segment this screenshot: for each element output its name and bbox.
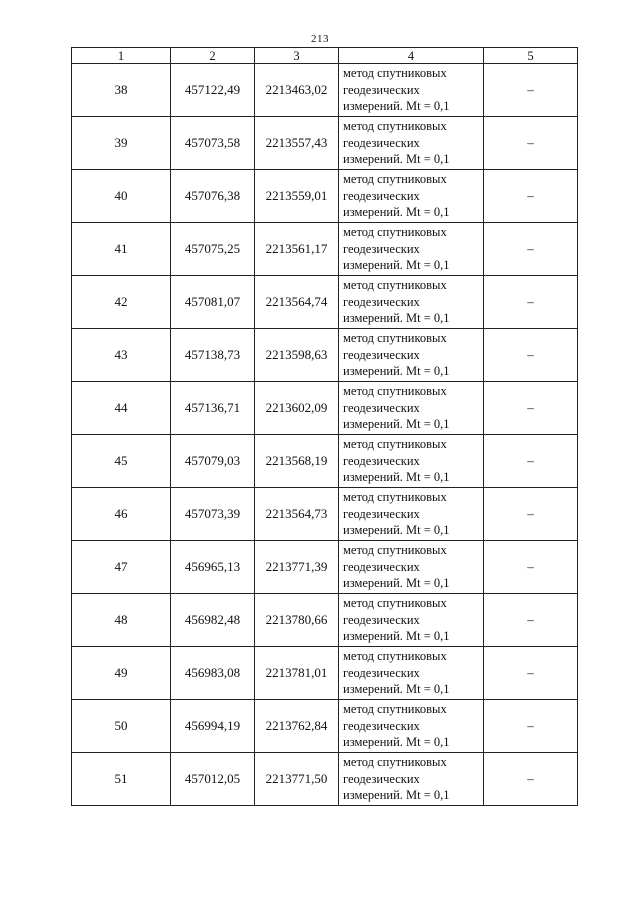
x-coordinate-cell: 457076,38: [171, 170, 255, 223]
table-row: [72, 753, 578, 806]
method-line: измерений. Mt = 0,1: [343, 152, 450, 167]
column-header: 2: [171, 48, 255, 64]
point-number-cell: 46: [72, 488, 171, 541]
note-cell: –: [484, 382, 578, 435]
note-cell: –: [484, 170, 578, 223]
method-cell: [339, 488, 484, 541]
method-line: геодезических: [343, 559, 420, 574]
point-number-cell: 41: [72, 223, 171, 276]
method-line: геодезических: [343, 665, 420, 680]
table-row: [72, 170, 578, 223]
method-line: метод спутниковых: [343, 437, 447, 452]
method-line: метод спутниковых: [343, 649, 447, 664]
method-line: метод спутниковых: [343, 490, 447, 505]
method-line: метод спутниковых: [343, 384, 447, 399]
method-line: измерений. Mt = 0,1: [343, 99, 450, 114]
method-cell: [339, 117, 484, 170]
method-line: метод спутниковых: [343, 66, 447, 81]
method-cell: [339, 700, 484, 753]
y-coordinate-cell: 2213781,01: [255, 647, 339, 700]
method-line: измерений. Mt = 0,1: [343, 364, 450, 379]
y-coordinate-cell: 2213771,39: [255, 541, 339, 594]
y-coordinate-cell: 2213463,02: [255, 64, 339, 117]
x-coordinate-cell: 457012,05: [171, 753, 255, 806]
x-coordinate-cell: 456994,19: [171, 700, 255, 753]
method-line: геодезических: [343, 506, 420, 521]
page-number: 213: [311, 33, 329, 45]
column-header: 3: [255, 48, 339, 64]
y-coordinate-cell: 2213564,73: [255, 488, 339, 541]
point-number-cell: 45: [72, 435, 171, 488]
coordinates-table: [71, 47, 578, 806]
header-row: [72, 48, 578, 64]
x-coordinate-cell: 457073,39: [171, 488, 255, 541]
point-number-cell: 44: [72, 382, 171, 435]
method-line: метод спутниковых: [343, 331, 447, 346]
note-cell: –: [484, 329, 578, 382]
x-coordinate-cell: 456965,13: [171, 541, 255, 594]
table-row: [72, 700, 578, 753]
point-number-cell: 48: [72, 594, 171, 647]
table-row: [72, 541, 578, 594]
note-cell: –: [484, 700, 578, 753]
point-number-cell: 39: [72, 117, 171, 170]
note-cell: –: [484, 117, 578, 170]
method-line: измерений. Mt = 0,1: [343, 523, 450, 538]
point-number-cell: 43: [72, 329, 171, 382]
method-line: метод спутниковых: [343, 702, 447, 717]
x-coordinate-cell: 457079,03: [171, 435, 255, 488]
method-cell: [339, 753, 484, 806]
point-number-cell: 49: [72, 647, 171, 700]
method-cell: [339, 382, 484, 435]
note-cell: –: [484, 488, 578, 541]
note-cell: –: [484, 647, 578, 700]
note-cell: –: [484, 64, 578, 117]
x-coordinate-cell: 457073,58: [171, 117, 255, 170]
method-cell: [339, 647, 484, 700]
x-coordinate-cell: 457136,71: [171, 382, 255, 435]
y-coordinate-cell: 2213568,19: [255, 435, 339, 488]
note-cell: –: [484, 753, 578, 806]
method-line: метод спутниковых: [343, 596, 447, 611]
column-header: 5: [484, 48, 578, 64]
column-header: 1: [72, 48, 171, 64]
table-row: [72, 329, 578, 382]
table-row: [72, 435, 578, 488]
y-coordinate-cell: 2213561,17: [255, 223, 339, 276]
x-coordinate-cell: 457122,49: [171, 64, 255, 117]
method-cell: [339, 541, 484, 594]
x-coordinate-cell: 457081,07: [171, 276, 255, 329]
table-row: [72, 223, 578, 276]
method-line: геодезических: [343, 612, 420, 627]
method-line: метод спутниковых: [343, 172, 447, 187]
method-line: измерений. Mt = 0,1: [343, 258, 450, 273]
x-coordinate-cell: 457075,25: [171, 223, 255, 276]
method-line: измерений. Mt = 0,1: [343, 417, 450, 432]
y-coordinate-cell: 2213762,84: [255, 700, 339, 753]
point-number-cell: 42: [72, 276, 171, 329]
method-line: измерений. Mt = 0,1: [343, 788, 450, 803]
method-cell: [339, 170, 484, 223]
table-row: [72, 64, 578, 117]
method-line: геодезических: [343, 453, 420, 468]
method-line: измерений. Mt = 0,1: [343, 682, 450, 697]
note-cell: –: [484, 594, 578, 647]
y-coordinate-cell: 2213771,50: [255, 753, 339, 806]
table-row: [72, 488, 578, 541]
method-line: измерений. Mt = 0,1: [343, 470, 450, 485]
note-cell: –: [484, 435, 578, 488]
method-line: измерений. Mt = 0,1: [343, 735, 450, 750]
method-line: геодезических: [343, 400, 420, 415]
method-line: метод спутниковых: [343, 119, 447, 134]
method-cell: [339, 276, 484, 329]
y-coordinate-cell: 2213559,01: [255, 170, 339, 223]
method-line: метод спутниковых: [343, 543, 447, 558]
method-line: геодезических: [343, 188, 420, 203]
point-number-cell: 40: [72, 170, 171, 223]
table-row: [72, 117, 578, 170]
method-line: метод спутниковых: [343, 755, 447, 770]
method-line: геодезических: [343, 135, 420, 150]
method-line: геодезических: [343, 241, 420, 256]
method-line: измерений. Mt = 0,1: [343, 576, 450, 591]
table-row: [72, 382, 578, 435]
method-line: измерений. Mt = 0,1: [343, 205, 450, 220]
y-coordinate-cell: 2213557,43: [255, 117, 339, 170]
column-header: 4: [339, 48, 484, 64]
method-line: геодезических: [343, 771, 420, 786]
table-row: [72, 594, 578, 647]
note-cell: –: [484, 223, 578, 276]
point-number-cell: 38: [72, 64, 171, 117]
point-number-cell: 51: [72, 753, 171, 806]
point-number-cell: 50: [72, 700, 171, 753]
y-coordinate-cell: 2213598,63: [255, 329, 339, 382]
y-coordinate-cell: 2213780,66: [255, 594, 339, 647]
method-line: геодезических: [343, 347, 420, 362]
note-cell: –: [484, 276, 578, 329]
y-coordinate-cell: 2213564,74: [255, 276, 339, 329]
method-cell: [339, 223, 484, 276]
point-number-cell: 47: [72, 541, 171, 594]
method-cell: [339, 435, 484, 488]
table-body: [72, 64, 578, 806]
method-line: геодезических: [343, 718, 420, 733]
note-cell: –: [484, 541, 578, 594]
method-line: метод спутниковых: [343, 278, 447, 293]
method-cell: [339, 594, 484, 647]
x-coordinate-cell: 457138,73: [171, 329, 255, 382]
method-line: геодезических: [343, 294, 420, 309]
method-line: измерений. Mt = 0,1: [343, 311, 450, 326]
table-row: [72, 647, 578, 700]
method-cell: [339, 64, 484, 117]
method-cell: [339, 329, 484, 382]
table-row: [72, 276, 578, 329]
x-coordinate-cell: 456983,08: [171, 647, 255, 700]
method-line: геодезических: [343, 82, 420, 97]
method-line: метод спутниковых: [343, 225, 447, 240]
x-coordinate-cell: 456982,48: [171, 594, 255, 647]
y-coordinate-cell: 2213602,09: [255, 382, 339, 435]
method-line: измерений. Mt = 0,1: [343, 629, 450, 644]
